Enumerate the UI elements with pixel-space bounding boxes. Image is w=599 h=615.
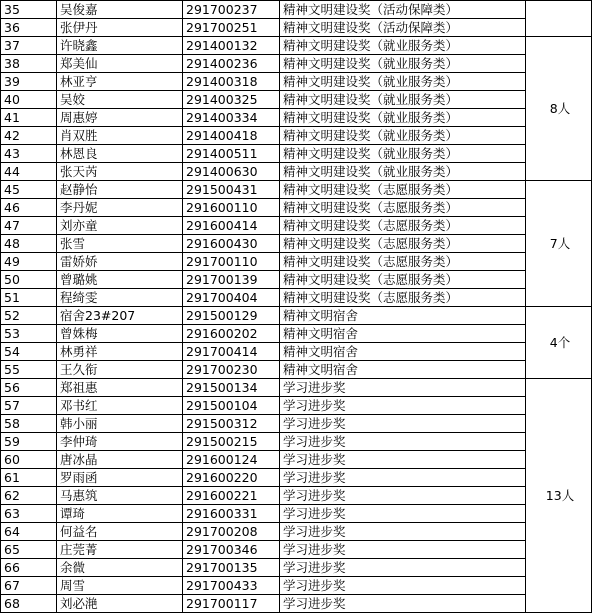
student-id: 291500134: [183, 379, 280, 397]
award-name: 学习进步奖: [280, 397, 526, 415]
table-row: [1, 559, 592, 577]
student-id: 291400325: [183, 91, 280, 109]
student-name: 吴姣: [57, 91, 183, 109]
row-number: 38: [1, 55, 57, 73]
student-id: 291700433: [183, 577, 280, 595]
student-id: 291600221: [183, 487, 280, 505]
student-name: 吴俊嘉: [57, 1, 183, 19]
student-id: 291700117: [183, 595, 280, 613]
table-row: [1, 271, 592, 289]
student-name: 邓书红: [57, 397, 183, 415]
table-row: [1, 109, 592, 127]
row-number: 35: [1, 1, 57, 19]
award-name: 学习进步奖: [280, 487, 526, 505]
table-row: [1, 505, 592, 523]
award-name: 精神文明宿舍: [280, 325, 526, 343]
award-name: 精神文明建设奖（志愿服务类）: [280, 181, 526, 199]
table-row: [1, 19, 592, 37]
student-id: 291400418: [183, 127, 280, 145]
table-row: [1, 343, 592, 361]
table-row: [1, 307, 592, 325]
row-number: 64: [1, 523, 57, 541]
award-name: 精神文明建设奖（就业服务类）: [280, 55, 526, 73]
table-row: [1, 217, 592, 235]
student-id: 291700208: [183, 523, 280, 541]
student-name: 程绮雯: [57, 289, 183, 307]
table-row: [1, 163, 592, 181]
row-number: 46: [1, 199, 57, 217]
award-name: 学习进步奖: [280, 505, 526, 523]
student-name: 谭琦: [57, 505, 183, 523]
student-name: 林恩良: [57, 145, 183, 163]
student-name: 郑祖惠: [57, 379, 183, 397]
award-name: 精神文明建设奖（志愿服务类）: [280, 235, 526, 253]
award-name: 精神文明建设奖（就业服务类）: [280, 37, 526, 55]
row-number: 52: [1, 307, 57, 325]
student-id: 291600430: [183, 235, 280, 253]
row-number: 50: [1, 271, 57, 289]
row-number: 43: [1, 145, 57, 163]
row-number: 65: [1, 541, 57, 559]
row-number: 48: [1, 235, 57, 253]
table-row: [1, 145, 592, 163]
row-number: 40: [1, 91, 57, 109]
student-id: 291700414: [183, 343, 280, 361]
row-number: 54: [1, 343, 57, 361]
student-name: 张伊丹: [57, 19, 183, 37]
award-name: 精神文明建设奖（活动保障类）: [280, 19, 526, 37]
row-number: 39: [1, 73, 57, 91]
award-name: 精神文明建设奖（就业服务类）: [280, 145, 526, 163]
group-count: 13人: [526, 379, 592, 613]
award-name: 学习进步奖: [280, 415, 526, 433]
table-row: [1, 199, 592, 217]
award-name: 精神文明建设奖（就业服务类）: [280, 91, 526, 109]
table-row: [1, 91, 592, 109]
student-name: 李仲琦: [57, 433, 183, 451]
student-name: 罗雨函: [57, 469, 183, 487]
student-name: 林亚亨: [57, 73, 183, 91]
row-number: 67: [1, 577, 57, 595]
award-name: 学习进步奖: [280, 523, 526, 541]
student-id: 291600110: [183, 199, 280, 217]
award-name: 精神文明建设奖（志愿服务类）: [280, 289, 526, 307]
table-row: [1, 397, 592, 415]
award-name: 学习进步奖: [280, 433, 526, 451]
award-name: 学习进步奖: [280, 577, 526, 595]
row-number: 56: [1, 379, 57, 397]
award-name: 精神文明建设奖（志愿服务类）: [280, 199, 526, 217]
student-name: 宿舍23#207: [57, 307, 183, 325]
table-row: [1, 361, 592, 379]
student-id: 291400236: [183, 55, 280, 73]
award-name: 学习进步奖: [280, 559, 526, 577]
award-name: 精神文明宿舍: [280, 343, 526, 361]
row-number: 61: [1, 469, 57, 487]
student-id: 291500431: [183, 181, 280, 199]
row-number: 45: [1, 181, 57, 199]
row-number: 60: [1, 451, 57, 469]
table-row: [1, 415, 592, 433]
student-name: 张天芮: [57, 163, 183, 181]
award-name: 学习进步奖: [280, 469, 526, 487]
row-number: 44: [1, 163, 57, 181]
student-id: 291400511: [183, 145, 280, 163]
student-name: 张雪: [57, 235, 183, 253]
student-name: 刘必滟: [57, 595, 183, 613]
table-row: [1, 541, 592, 559]
student-id: 291400630: [183, 163, 280, 181]
student-name: 韩小丽: [57, 415, 183, 433]
group-count-empty: [526, 1, 592, 37]
table-row: [1, 127, 592, 145]
student-name: 马惠筑: [57, 487, 183, 505]
student-id: 291700251: [183, 19, 280, 37]
award-list-body: [1, 1, 592, 613]
student-id: 291500129: [183, 307, 280, 325]
row-number: 58: [1, 415, 57, 433]
student-name: 郑美仙: [57, 55, 183, 73]
student-id: 291400132: [183, 37, 280, 55]
table-row: [1, 235, 592, 253]
student-name: 林勇祥: [57, 343, 183, 361]
student-id: 291500104: [183, 397, 280, 415]
table-row: [1, 181, 592, 199]
table-row: [1, 595, 592, 613]
table-row: [1, 253, 592, 271]
row-number: 47: [1, 217, 57, 235]
student-id: 291600414: [183, 217, 280, 235]
group-count: 4个: [526, 307, 592, 379]
award-name: 精神文明建设奖（志愿服务类）: [280, 271, 526, 289]
student-id: 291600331: [183, 505, 280, 523]
table-row: [1, 1, 592, 19]
student-id: 291700139: [183, 271, 280, 289]
table-row: [1, 433, 592, 451]
student-id: 291700404: [183, 289, 280, 307]
group-count: 8人: [526, 37, 592, 181]
student-id: 291500215: [183, 433, 280, 451]
student-name: 庄莞菁: [57, 541, 183, 559]
student-id: 291400318: [183, 73, 280, 91]
award-name: 学习进步奖: [280, 595, 526, 613]
row-number: 57: [1, 397, 57, 415]
table-row: [1, 523, 592, 541]
award-name: 学习进步奖: [280, 451, 526, 469]
student-id: 291600202: [183, 325, 280, 343]
student-name: 唐冰晶: [57, 451, 183, 469]
row-number: 51: [1, 289, 57, 307]
student-name: 何益名: [57, 523, 183, 541]
student-name: 周惠婷: [57, 109, 183, 127]
student-name: 余微: [57, 559, 183, 577]
row-number: 37: [1, 37, 57, 55]
award-name: 学习进步奖: [280, 379, 526, 397]
student-name: 曾姝梅: [57, 325, 183, 343]
table-row: [1, 451, 592, 469]
row-number: 55: [1, 361, 57, 379]
table-row: [1, 73, 592, 91]
row-number: 68: [1, 595, 57, 613]
table-row: [1, 325, 592, 343]
student-id: 291700135: [183, 559, 280, 577]
row-number: 53: [1, 325, 57, 343]
table-row: [1, 289, 592, 307]
student-name: 周雪: [57, 577, 183, 595]
award-name: 精神文明宿舍: [280, 307, 526, 325]
student-name: 雷娇娇: [57, 253, 183, 271]
row-number: 49: [1, 253, 57, 271]
award-name: 精神文明建设奖（就业服务类）: [280, 73, 526, 91]
table-row: [1, 487, 592, 505]
row-number: 36: [1, 19, 57, 37]
table-row: [1, 577, 592, 595]
row-number: 41: [1, 109, 57, 127]
award-name: 精神文明建设奖（就业服务类）: [280, 109, 526, 127]
award-name: 精神文明建设奖（志愿服务类）: [280, 253, 526, 271]
row-number: 62: [1, 487, 57, 505]
student-id: 291400334: [183, 109, 280, 127]
table-row: [1, 37, 592, 55]
student-name: 李丹妮: [57, 199, 183, 217]
student-name: 曾璐姚: [57, 271, 183, 289]
group-count: 7人: [526, 181, 592, 307]
award-name: 精神文明建设奖（志愿服务类）: [280, 217, 526, 235]
row-number: 42: [1, 127, 57, 145]
table-row: [1, 469, 592, 487]
student-name: 刘亦童: [57, 217, 183, 235]
award-name: 精神文明宿舍: [280, 361, 526, 379]
table-row: [1, 379, 592, 397]
student-id: 291600124: [183, 451, 280, 469]
award-name: 精神文明建设奖（就业服务类）: [280, 163, 526, 181]
student-name: 肖双胜: [57, 127, 183, 145]
student-id: 291700346: [183, 541, 280, 559]
row-number: 66: [1, 559, 57, 577]
student-name: 王久衔: [57, 361, 183, 379]
student-name: 许晓鑫: [57, 37, 183, 55]
student-id: 291700230: [183, 361, 280, 379]
row-number: 59: [1, 433, 57, 451]
award-name: 精神文明建设奖（活动保障类）: [280, 1, 526, 19]
award-name: 学习进步奖: [280, 541, 526, 559]
row-number: 63: [1, 505, 57, 523]
student-name: 赵静怡: [57, 181, 183, 199]
award-name: 精神文明建设奖（就业服务类）: [280, 127, 526, 145]
student-id: 291700110: [183, 253, 280, 271]
student-id: 291500312: [183, 415, 280, 433]
student-id: 291700237: [183, 1, 280, 19]
table-row: [1, 55, 592, 73]
student-id: 291600220: [183, 469, 280, 487]
